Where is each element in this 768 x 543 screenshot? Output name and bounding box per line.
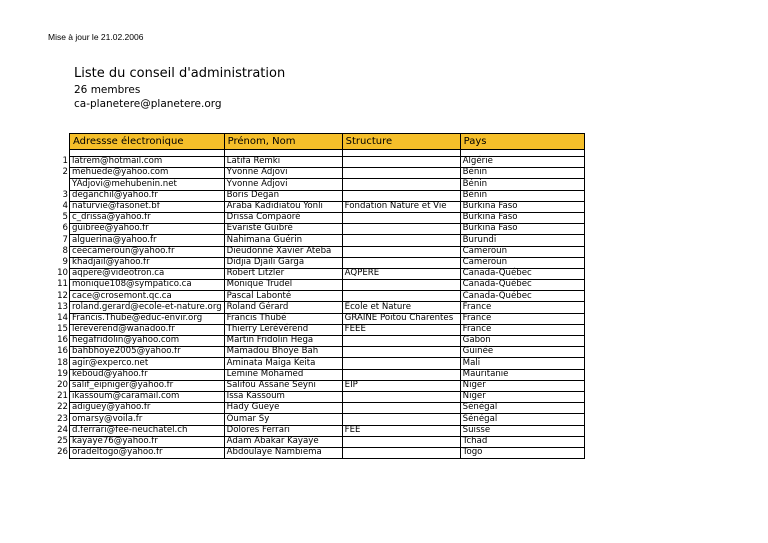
country-cell: Cameroun: [460, 246, 584, 257]
header-name: Prénom, Nom: [224, 134, 342, 150]
row-number: [47, 179, 70, 190]
table-row: [47, 224, 584, 235]
table-row: [47, 358, 584, 369]
row-number: 8: [47, 246, 70, 257]
name-cell: Mamadou Bhoye Bah: [224, 347, 342, 358]
table-row: [47, 190, 584, 201]
table-row: [47, 380, 584, 391]
country-cell: Mali: [460, 358, 584, 369]
structure-cell: FEE: [342, 425, 460, 436]
structure-cell: EIP: [342, 380, 460, 391]
name-cell: Monique Trudel: [224, 280, 342, 291]
name-cell: Dieudonné Xavier Ateba: [224, 246, 342, 257]
table-row: [47, 201, 584, 212]
structure-cell: [342, 436, 460, 447]
name-cell: Roland Gérard: [224, 302, 342, 313]
row-number: 19: [47, 369, 70, 380]
name-cell: Oumar Sy: [224, 414, 342, 425]
email-cell: lereverend@wanadoo.fr: [70, 324, 225, 335]
country-cell: Canada-Québec: [460, 291, 584, 302]
structure-cell: [342, 369, 460, 380]
country-cell: Burkina Faso: [460, 201, 584, 212]
email-cell: omarsy@voila.fr: [70, 414, 225, 425]
structure-cell: [342, 358, 460, 369]
header-country: Pays: [460, 134, 584, 150]
email-cell: Francis.Thube@educ-envir.org: [70, 313, 225, 324]
header-num-cell: [47, 134, 70, 150]
row-number: 25: [47, 436, 70, 447]
name-cell: Thierry Lerévérend: [224, 324, 342, 335]
email-cell: deganchil@yahoo.fr: [70, 190, 225, 201]
country-cell: France: [460, 324, 584, 335]
name-cell: Robert Litzler: [224, 268, 342, 279]
row-number: 5: [47, 212, 70, 223]
country-cell: Guinée: [460, 347, 584, 358]
table-row: [47, 268, 584, 279]
email-cell: salif_eipniger@yahoo.fr: [70, 380, 225, 391]
header-structure: Structure: [342, 134, 460, 150]
country-cell: Bénin: [460, 190, 584, 201]
name-cell: Yvonne Adjovi: [224, 168, 342, 179]
country-cell: France: [460, 313, 584, 324]
structure-cell: [342, 336, 460, 347]
name-cell: Yvonne Adjovi: [224, 179, 342, 190]
country-cell: Algérie: [460, 157, 584, 168]
row-number: 24: [47, 425, 70, 436]
structure-cell: [342, 391, 460, 402]
row-number: 4: [47, 201, 70, 212]
structure-cell: [342, 190, 460, 201]
structure-cell: [342, 347, 460, 358]
email-cell: naturvie@fasonet.bf: [70, 201, 225, 212]
page-title: Liste du conseil d'administration: [74, 66, 286, 81]
structure-cell: [342, 212, 460, 223]
email-cell: aqpere@videotron.ca: [70, 268, 225, 279]
name-cell: Pascal Labonté: [224, 291, 342, 302]
row-number: 2: [47, 168, 70, 179]
name-cell: Nahimana Guérin: [224, 235, 342, 246]
email-cell: agir@experco.net: [70, 358, 225, 369]
structure-cell: [342, 157, 460, 168]
email-cell: cace@crosemont.qc.ca: [70, 291, 225, 302]
structure-cell: [342, 280, 460, 291]
row-number: 18: [47, 358, 70, 369]
country-cell: Cameroun: [460, 257, 584, 268]
structure-cell: [342, 291, 460, 302]
name-cell: Didjia Djaili Garga: [224, 257, 342, 268]
row-number: 3: [47, 190, 70, 201]
row-number: 10: [47, 268, 70, 279]
table-row: [47, 302, 584, 313]
structure-cell: [342, 179, 460, 190]
table-row: [47, 246, 584, 257]
table-row: [47, 212, 584, 223]
name-cell: Martin Fridolin Hega: [224, 336, 342, 347]
table-row: [47, 179, 584, 190]
country-cell: Burundi: [460, 235, 584, 246]
country-cell: Sénégal: [460, 403, 584, 414]
table-row: [47, 291, 584, 302]
country-cell: Suisse: [460, 425, 584, 436]
country-cell: Tchad: [460, 436, 584, 447]
country-cell: Niger: [460, 380, 584, 391]
row-number: 12: [47, 291, 70, 302]
row-number: 26: [47, 447, 70, 458]
country-cell: Niger: [460, 391, 584, 402]
structure-cell: Fondation Nature et Vie: [342, 201, 460, 212]
table-row: [47, 447, 584, 458]
structure-cell: [342, 447, 460, 458]
structure-cell: Ecole et Nature: [342, 302, 460, 313]
name-cell: Issa Kassoum: [224, 391, 342, 402]
email-cell: adiguey@yahoo.fr: [70, 403, 225, 414]
row-number: 16: [47, 336, 70, 347]
email-cell: YAdjovi@mehubenin.net: [70, 179, 225, 190]
row-number: 23: [47, 414, 70, 425]
email-cell: keboud@yahoo.fr: [70, 369, 225, 380]
country-cell: Gabon: [460, 336, 584, 347]
name-cell: Aminata Maiga Keita: [224, 358, 342, 369]
table-row: [47, 414, 584, 425]
table-row: [47, 324, 584, 335]
member-count: 26 membres: [74, 84, 141, 96]
name-cell: Adam Abakar Kayaye: [224, 436, 342, 447]
email-cell: ikassoum@caramail.com: [70, 391, 225, 402]
row-number: 13: [47, 302, 70, 313]
table-row: [47, 235, 584, 246]
name-cell: Salifou Assane Seyni: [224, 380, 342, 391]
email-cell: alguerina@yahoo.fr: [70, 235, 225, 246]
row-number: 11: [47, 280, 70, 291]
country-cell: Mauritanie: [460, 369, 584, 380]
structure-cell: FEEE: [342, 324, 460, 335]
structure-cell: [342, 257, 460, 268]
email-cell: ceecameroun@yahoo.fr: [70, 246, 225, 257]
table-row: [47, 436, 584, 447]
table-row: [47, 336, 584, 347]
header-email: Adressse électronique: [70, 134, 225, 150]
name-cell: Evariste Guibré: [224, 224, 342, 235]
email-cell: mehuede@yahoo.com: [70, 168, 225, 179]
country-cell: Togo: [460, 447, 584, 458]
country-cell: Canada-Québec: [460, 268, 584, 279]
email-cell: khadjail@yahoo.fr: [70, 257, 225, 268]
country-cell: Burkina Faso: [460, 224, 584, 235]
spacer-cell: [342, 150, 460, 157]
country-cell: Sénégal: [460, 414, 584, 425]
row-number: 9: [47, 257, 70, 268]
country-cell: Bénin: [460, 168, 584, 179]
name-cell: Drissa Compaoré: [224, 212, 342, 223]
row-number: 1: [47, 157, 70, 168]
structure-cell: AQPERE: [342, 268, 460, 279]
email-cell: bahbhoye2005@yahoo.fr: [70, 347, 225, 358]
structure-cell: [342, 246, 460, 257]
row-number: 15: [47, 324, 70, 335]
name-cell: Dolores Ferrari: [224, 425, 342, 436]
country-cell: Bénin: [460, 179, 584, 190]
contact-email: ca-planetere@planetere.org: [74, 98, 222, 110]
table-row: [47, 157, 584, 168]
structure-cell: [342, 414, 460, 425]
table-row: [47, 313, 584, 324]
structure-cell: [342, 235, 460, 246]
country-cell: Canada-Québec: [460, 280, 584, 291]
name-cell: Araba Kadidiatou Yonli: [224, 201, 342, 212]
structure-cell: [342, 403, 460, 414]
row-number: 6: [47, 224, 70, 235]
row-number: 16: [47, 347, 70, 358]
name-cell: Latifa Remki: [224, 157, 342, 168]
email-cell: c_drissa@yahoo.fr: [70, 212, 225, 223]
email-cell: hegafridolin@yahoo.com: [70, 336, 225, 347]
name-cell: Hady Gueye: [224, 403, 342, 414]
name-cell: Boris Degan: [224, 190, 342, 201]
table-header-row: [47, 134, 584, 150]
row-number: 14: [47, 313, 70, 324]
email-cell: kayaye76@yahoo.fr: [70, 436, 225, 447]
email-cell: guibree@yahoo.fr: [70, 224, 225, 235]
country-cell: France: [460, 302, 584, 313]
members-table: [47, 133, 585, 459]
email-cell: latrem@hotmail.com: [70, 157, 225, 168]
email-cell: oradeltogo@yahoo.fr: [70, 447, 225, 458]
row-number: 22: [47, 403, 70, 414]
email-cell: roland.gerard@ecole-et-nature.org: [70, 302, 225, 313]
structure-cell: [342, 224, 460, 235]
table-row: [47, 369, 584, 380]
name-cell: Francis Thubé: [224, 313, 342, 324]
email-cell: monique108@sympatico.ca: [70, 280, 225, 291]
table-row: [47, 257, 584, 268]
row-number: 7: [47, 235, 70, 246]
update-note: Mise à jour le 21.02.2006: [48, 32, 144, 42]
table-row: [47, 280, 584, 291]
table-row: [47, 168, 584, 179]
table-row: [47, 403, 584, 414]
table-row: [47, 425, 584, 436]
structure-cell: GRAINE Poitou Charentes: [342, 313, 460, 324]
structure-cell: [342, 168, 460, 179]
row-number: 20: [47, 380, 70, 391]
country-cell: Burkina Faso: [460, 212, 584, 223]
email-cell: d.ferrari@fee-neuchatel.ch: [70, 425, 225, 436]
table-row: [47, 347, 584, 358]
row-number: 21: [47, 391, 70, 402]
table-row: [47, 391, 584, 402]
name-cell: Abdoulaye Nambiema: [224, 447, 342, 458]
name-cell: Lemine Mohamed: [224, 369, 342, 380]
